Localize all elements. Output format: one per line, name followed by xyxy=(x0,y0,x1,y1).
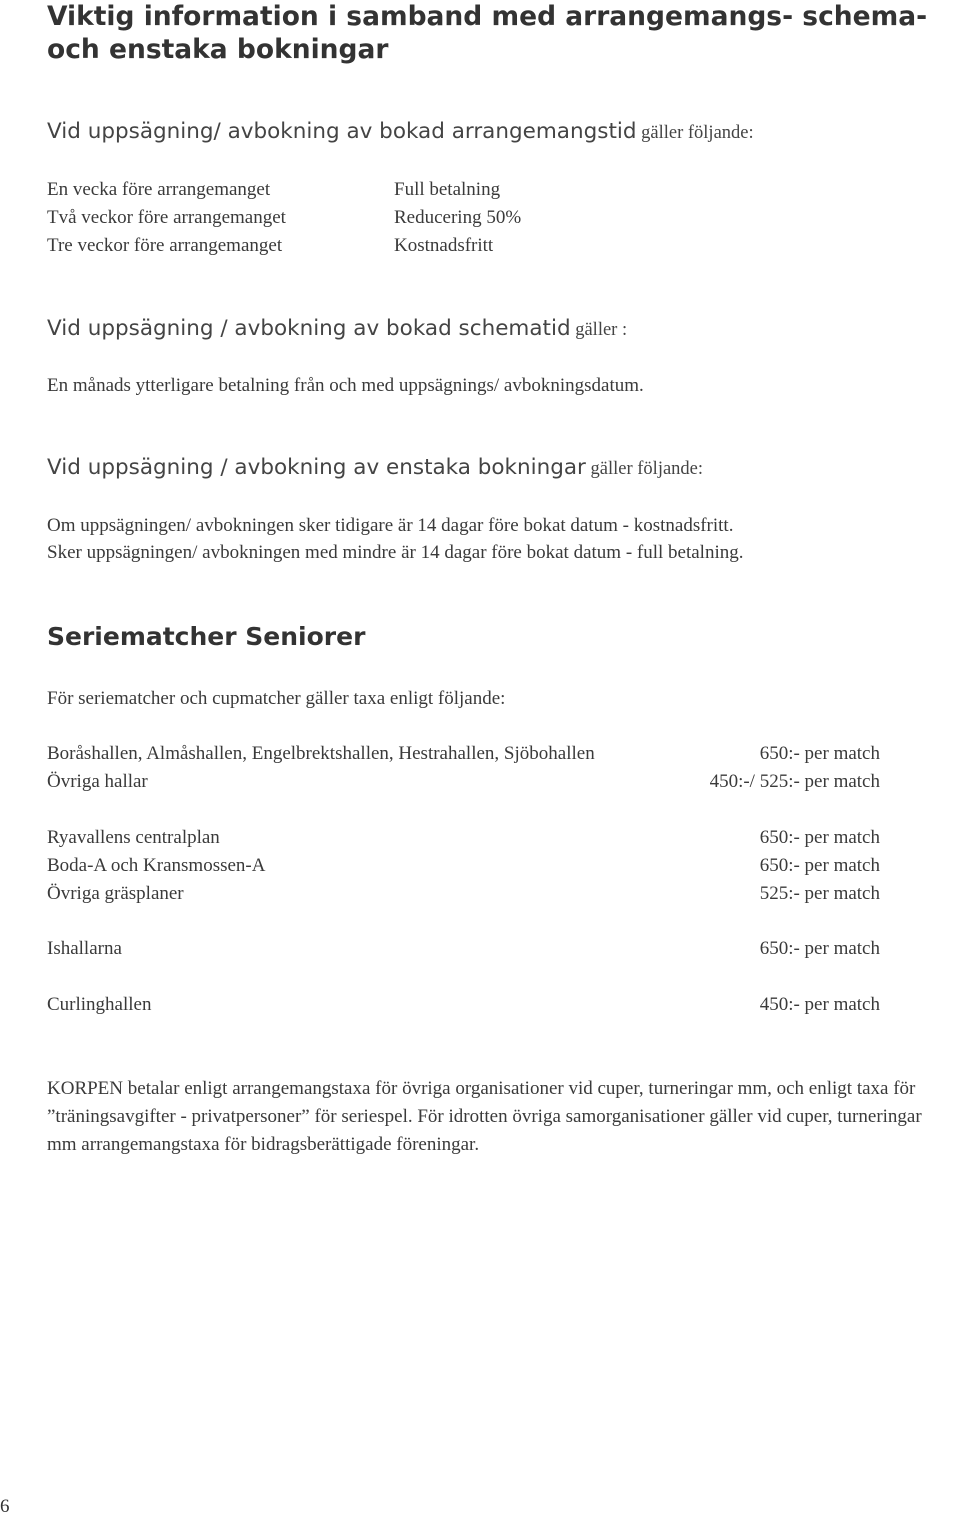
venue-price: 650:- per match xyxy=(759,827,880,848)
section-heading-suffix: gäller följande: xyxy=(585,459,704,479)
section-heading-suffix: gäller följande: xyxy=(636,123,754,143)
schematid-text: En månads ytterligare betalning från och med uppsägnings/ avbokningsdatum. xyxy=(47,375,644,396)
enstaka-line-1: Om uppsägningen/ avbokningen sker tidigare är 14 dagar före bokat datum - kostnadsfritt. xyxy=(47,515,734,536)
venue-price: 450:-/ 525:- per match xyxy=(709,771,880,792)
venue-price: 450:- per match xyxy=(759,994,880,1015)
page-title: Viktig information i samband med arrangemangs- schema- och enstaka bokningar xyxy=(47,1,928,65)
seriematcher-title: Seriematcher Seniorer xyxy=(47,622,366,651)
venue-name: Ryavallens centralplan xyxy=(47,827,220,848)
enstaka-line-2: Sker uppsägningen/ avbokningen med mindre är 14 dagar före bokat datum - full betalning. xyxy=(47,542,744,563)
section-heading-schematid xyxy=(47,316,627,341)
cancellation-period: Tre veckor före arrangemanget xyxy=(47,235,283,256)
section-heading-text: Vid uppsägning/ avbokning av bokad arrangemangstid xyxy=(47,119,637,144)
section-heading-text: Vid uppsägning / avbokning av enstaka bokningar xyxy=(47,455,586,480)
venue-name: Ishallarna xyxy=(47,938,122,959)
cancellation-period: Två veckor före arrangemanget xyxy=(47,207,286,228)
venue-price: 650:- per match xyxy=(759,938,880,959)
page-number: 6 xyxy=(0,1496,10,1517)
venue-price: 650:- per match xyxy=(759,743,880,764)
cancellation-charge: Full betalning xyxy=(394,179,501,200)
section-heading-text: Vid uppsägning / avbokning av bokad schematid xyxy=(47,316,571,341)
section-heading-suffix: gäller : xyxy=(570,320,628,340)
venue-name: Övriga gräsplaner xyxy=(47,883,184,904)
korpen-paragraph: KORPEN betalar enligt arrangemangstaxa för övriga organisationer vid cuper, turneringar mm, och enligt taxa för ”träningsavgifter - privatpersoner” för seriespel. För idrotten övriga samorganisationer gäller vid cuper, turneringar mm arrangemangstaxa för bidragsberättigade föreningar. xyxy=(47,1078,922,1155)
cancellation-charge: Kostnadsfritt xyxy=(394,235,494,256)
venue-price: 525:- per match xyxy=(759,883,880,904)
cancellation-period: En vecka före arrangemanget xyxy=(47,179,271,200)
section-heading-enstaka xyxy=(47,455,703,480)
venue-name: Boda-A och Kransmossen-A xyxy=(47,855,266,876)
seriematcher-intro: För seriematcher och cupmatcher gäller taxa enligt följande: xyxy=(47,688,506,709)
cancellation-charge: Reducering 50% xyxy=(394,207,522,228)
venue-name: Övriga hallar xyxy=(47,771,148,792)
venue-name: Boråshallen, Almåshallen, Engelbrektshallen, Hestrahallen, Sjöbohallen xyxy=(47,743,595,764)
section-heading-arrangemang xyxy=(47,119,754,144)
venue-price: 650:- per match xyxy=(759,855,880,876)
venue-name: Curlinghallen xyxy=(47,994,152,1015)
